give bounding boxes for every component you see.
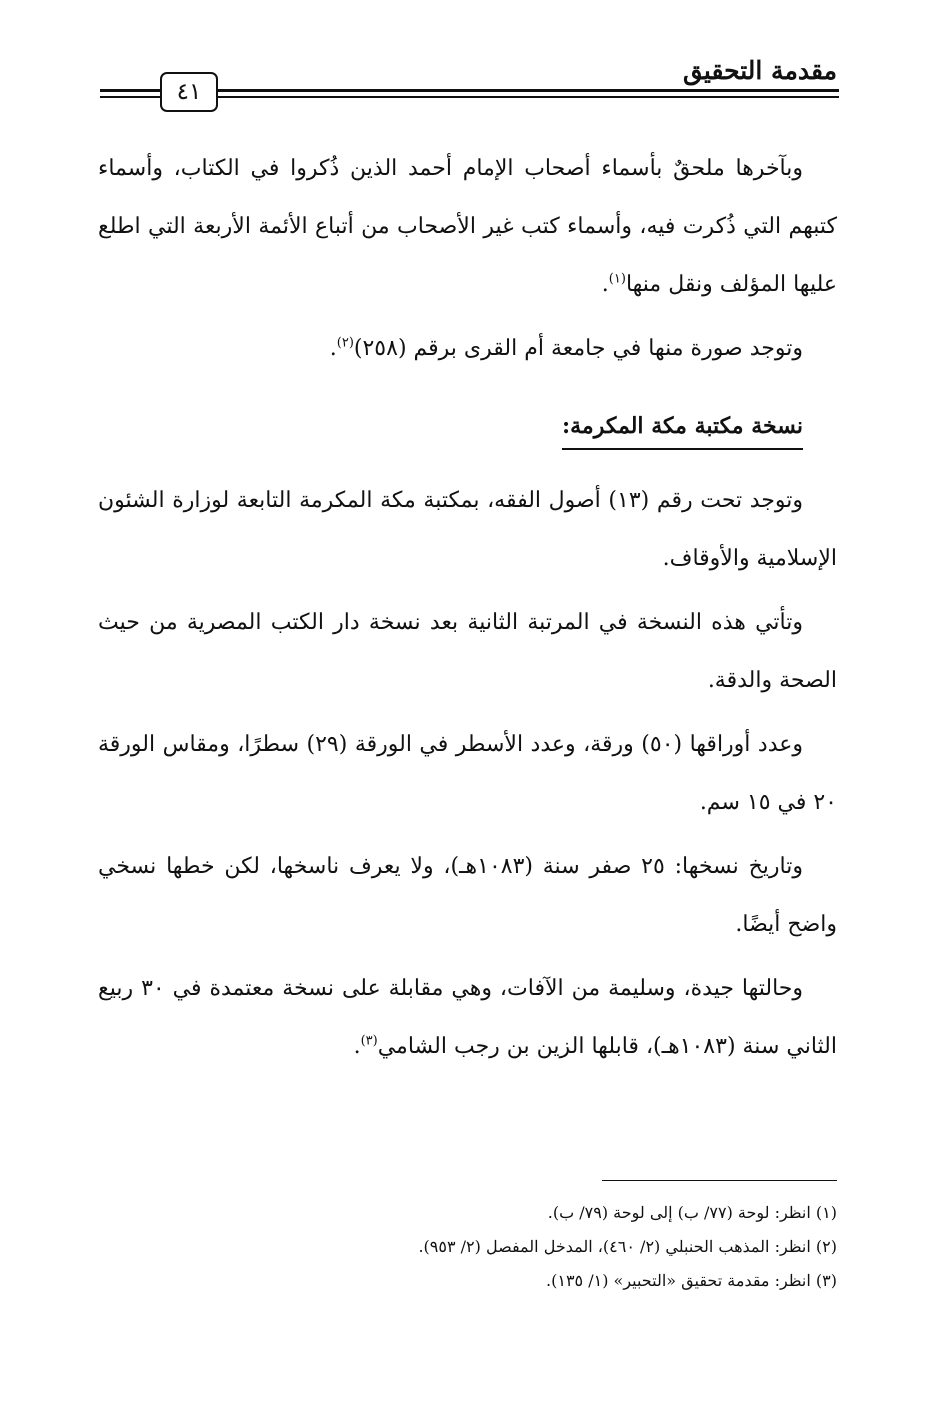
footnote-separator bbox=[602, 1180, 837, 1181]
running-header-title: مقدمة التحقيق bbox=[683, 56, 837, 85]
page-number: ٤١ bbox=[160, 72, 218, 112]
footnote-ref-1: (١) bbox=[608, 271, 626, 287]
paragraph-5: وعدد أوراقها (٥٠) ورقة، وعدد الأسطر في الورقة (٢٩) سطرًا، ومقاس الورقة ٢٠ في ١٥ سم. bbox=[98, 732, 837, 815]
paragraph-4: وتأتي هذه النسخة في المرتبة الثانية بعد نسخة دار الكتب المصرية من حيث الصحة والدقة. bbox=[98, 610, 837, 693]
section-heading: نسخة مكتبة مكة المكرمة: bbox=[562, 406, 803, 450]
paragraph-2: وتوجد صورة منها في جامعة أم القرى برقم (٢٥٨)$^{(٢)}$. bbox=[329, 335, 803, 361]
section-heading-wrapper bbox=[98, 378, 837, 472]
footnote-1: (١) انظر: لوحة (٧٧/ ب) إلى لوحة (٧٩/ ب). bbox=[547, 1203, 837, 1222]
paragraph-1: وبآخرها ملحقٌ بأسماء أصحاب الإمام أحمد الذين ذُكروا في الكتاب، وأسماء كتبهم التي ذُكرت فيه، وأسماء كتب غير الأصحاب من أتباع الأئمة الأربعة التي اطلع عليها المؤلف ونقل منها$^{(١)}$. bbox=[98, 156, 837, 297]
footnote-3: (٣) انظر: مقدمة تحقيق «التحبير» (١/ ١٣٥). bbox=[546, 1271, 837, 1290]
paragraph-6: وتاريخ نسخها: ٢٥ صفر سنة (١٠٨٣هـ)، ولا يعرف ناسخها، لكن خطها نسخي واضح أيضًا. bbox=[98, 854, 837, 937]
footnotes bbox=[98, 1196, 837, 1298]
footnote-2: (٢) انظر: المذهب الحنبلي (٢/ ٤٦٠)، المدخل المفصل (٢/ ٩٥٣). bbox=[418, 1237, 837, 1256]
paragraph-1-text: وبآخرها ملحقٌ بأسماء أصحاب الإمام أحمد الذين ذُكروا في الكتاب، وأسماء كتبهم التي ذُكرت فيه، وأسماء كتب غير الأصحاب من أتباع الأئمة الأربعة التي اطلع عليها المؤلف ونقل منها bbox=[98, 156, 837, 297]
paragraph-3: وتوجد تحت رقم (١٣) أصول الفقه، بمكتبة مكة المكرمة التابعة لوزارة الشئون الإسلامية والأوقاف. bbox=[98, 488, 837, 571]
main-text bbox=[98, 140, 837, 1076]
footnote-ref-3: (٣) bbox=[360, 1033, 378, 1049]
paragraph-2-text: وتوجد صورة منها في جامعة أم القرى برقم (٢٥٨) bbox=[353, 336, 803, 361]
paragraph-7: وحالتها جيدة، وسليمة من الآفات، وهي مقابلة على نسخة معتمدة في ٣٠ ربيع الثاني سنة (١٠٨٣هـ)، قابلها الزين بن رجب الشامي$^{(٣)}$. bbox=[98, 976, 837, 1059]
paragraph-7-text: وحالتها جيدة، وسليمة من الآفات، وهي مقابلة على نسخة معتمدة في ٣٠ ربيع الثاني سنة (١٠٨٣هـ)، قابلها الزين بن رجب الشامي bbox=[98, 976, 837, 1059]
footnote-ref-2: (٢) bbox=[336, 335, 354, 351]
